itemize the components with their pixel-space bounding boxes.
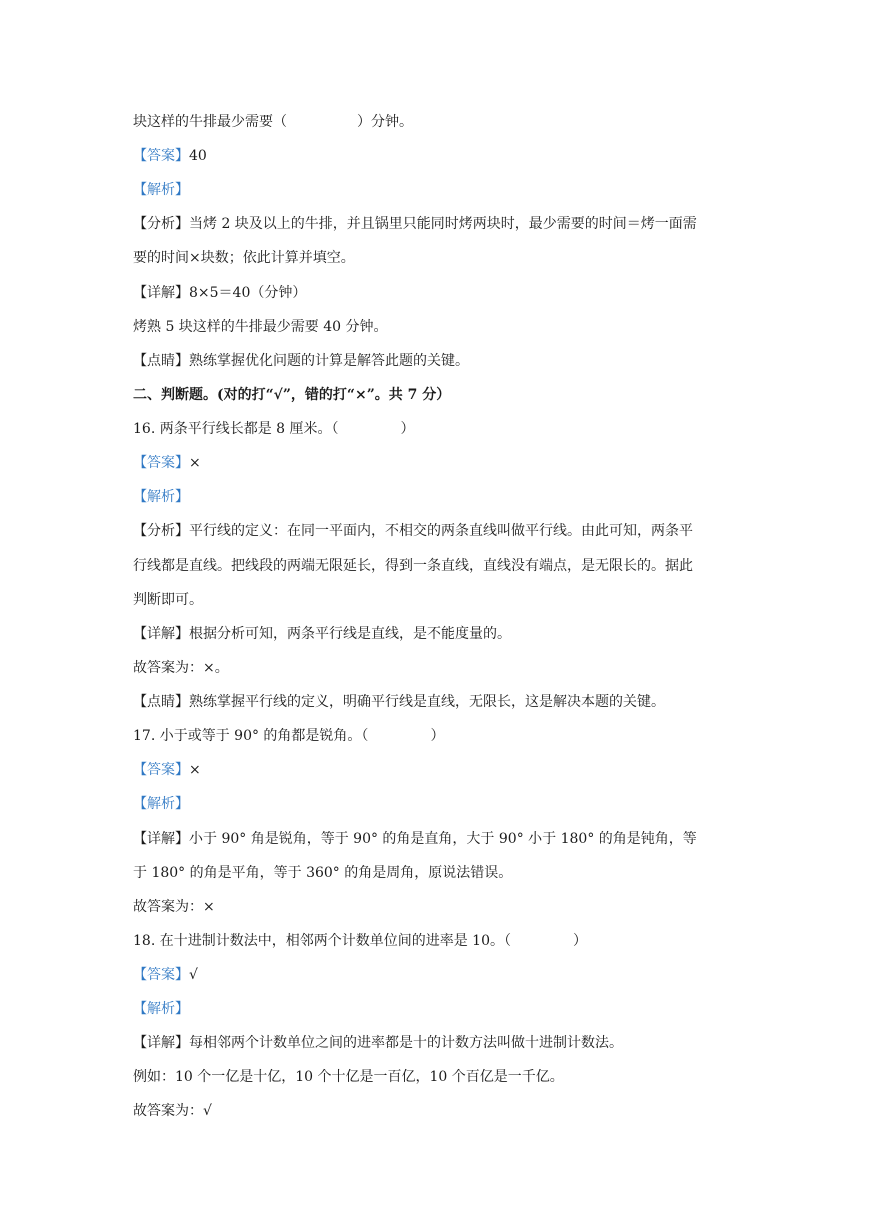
xiangjie-17-line-1: 【详解】小于 90° 角是锐角，等于 90° 的角是直角，大于 90° 小于 180° 的角是钝角，等 (133, 831, 697, 847)
dianjing-tag: 【点睛】 (133, 694, 189, 710)
answer-17: 【答案】× (133, 762, 201, 778)
fenxi-tag: 【分析】 (133, 216, 189, 232)
analysis-tag: 【解析】 (133, 1001, 189, 1017)
fenxi-16-line-1: 【分析】平行线的定义：在同一平面内，不相交的两条直线叫做平行线。由此可知，两条平 (133, 523, 693, 539)
section-2-heading: 二、判断题。(对的打“√”，错的打“×”。共 7 分） (133, 387, 451, 403)
xiangjie-18-line-2: 例如：10 个一亿是十亿，10 个十亿是一百亿，10 个百亿是一千亿。 (133, 1069, 564, 1085)
xiangjie-tag: 【详解】 (133, 626, 189, 642)
final-answer-18: 故答案为：√ (133, 1103, 212, 1119)
analysis-15-heading (133, 180, 749, 200)
analysis-16-heading (133, 487, 749, 507)
question-18: 18. 在十进制计数法中，相邻两个计数单位间的进率是 10。（ ） (133, 933, 587, 949)
xiangjie-tag: 【详解】 (133, 285, 189, 301)
xiangjie-15-line-2: 烤熟 5 块这样的牛排最少需要 40 分钟。 (133, 319, 388, 335)
fenxi-16-line-3: 判断即可。 (133, 592, 203, 608)
fenxi-15-line-1: 【分析】当烤 2 块及以上的牛排，并且锅里只能同时烤两块时，最少需要的时间＝烤一面需 (133, 216, 697, 232)
analysis-tag: 【解析】 (133, 796, 189, 812)
question-16: 16. 两条平行线长都是 8 厘米。（ ） (133, 421, 415, 437)
xiangjie-17-line-2: 于 180° 的角是平角，等于 360° 的角是周角，原说法错误。 (133, 865, 513, 881)
fenxi-tag: 【分析】 (133, 523, 189, 539)
xiangjie-15: 【详解】8×5＝40（分钟） (133, 285, 307, 301)
question-15-continuation: 块这样的牛排最少需要（ ）分钟。 (133, 114, 413, 130)
final-answer-17: 故答案为：× (133, 899, 215, 915)
answer-15: 【答案】40 (133, 148, 207, 164)
answer-18: 【答案】√ (133, 967, 198, 983)
analysis-17-heading (133, 794, 749, 814)
analysis-tag: 【解析】 (133, 489, 189, 505)
analysis-tag: 【解析】 (133, 182, 189, 198)
answer-tag: 【答案】 (133, 967, 189, 983)
analysis-18-heading (133, 999, 749, 1019)
dianjing-tag: 【点睛】 (133, 353, 189, 369)
dianjing-15: 【点睛】熟练掌握优化问题的计算是解答此题的关键。 (133, 353, 469, 369)
answer-tag: 【答案】 (133, 455, 189, 471)
xiangjie-tag: 【详解】 (133, 831, 189, 847)
dianjing-16: 【点睛】熟练掌握平行线的定义，明确平行线是直线，无限长，这是解决本题的关键。 (133, 694, 665, 710)
answer-tag: 【答案】 (133, 762, 189, 778)
xiangjie-tag: 【详解】 (133, 1035, 189, 1051)
answer-tag: 【答案】 (133, 148, 189, 164)
fenxi-16-line-2: 行线都是直线。把线段的两端无限延长，得到一条直线，直线没有端点，是无限长的。据此 (133, 558, 693, 574)
xiangjie-16: 【详解】根据分析可知，两条平行线是直线，是不能度量的。 (133, 626, 511, 642)
xiangjie-18: 【详解】每相邻两个计数单位之间的进率都是十的计数方法叫做十进制计数法。 (133, 1035, 623, 1051)
final-answer-16: 故答案为：×。 (133, 660, 229, 676)
fenxi-15-line-2: 要的时间×块数；依此计算并填空。 (133, 250, 355, 266)
answer-16: 【答案】× (133, 455, 201, 471)
question-17: 17. 小于或等于 90° 的角都是锐角。（ ） (133, 728, 445, 744)
